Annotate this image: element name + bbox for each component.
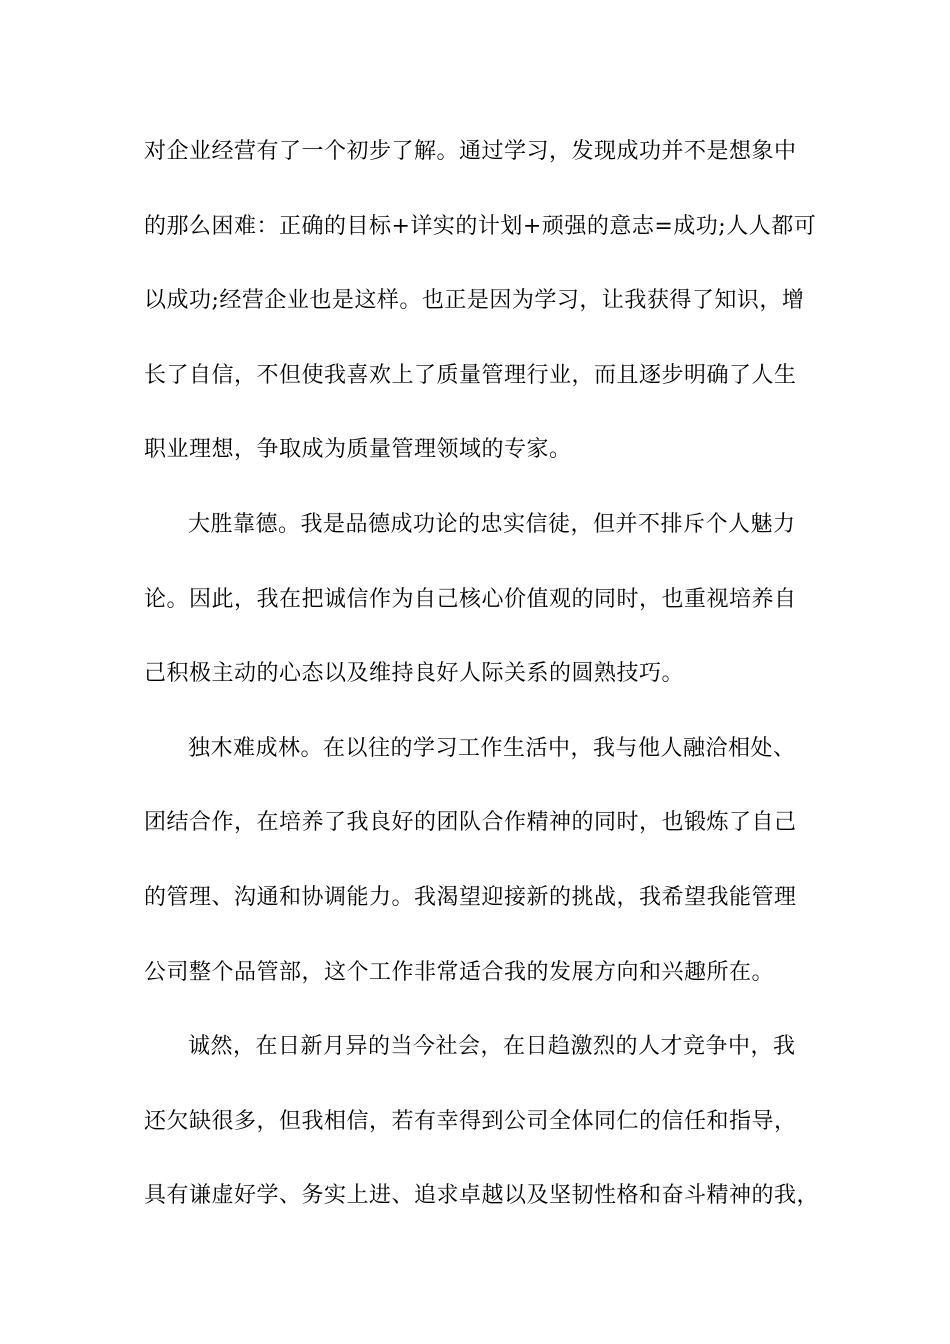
text-line: 以成功;经营企业也是这样。也正是因为学习，让我获得了知识，增 <box>144 288 805 313</box>
text-line: 论。因此，我在把诚信作为自己核心价值观的同时，也重视培养自 <box>144 587 797 612</box>
text-line: 长了自信，不但使我喜欢上了质量管理行业，而且逐步明确了人生 <box>144 363 797 388</box>
text-line: 的管理、沟通和协调能力。我渴望迎接新的挑战，我希望我能管理 <box>144 885 797 910</box>
paragraph-first-line: 诚然，在日新月异的当今社会，在日趋激烈的人才竞争中，我 <box>188 1034 796 1059</box>
text-line: 公司整个品管部，这个工作非常适合我的发展方向和兴趣所在。 <box>144 960 775 985</box>
text-line: 团结合作，在培养了我良好的团队合作精神的同时，也锻炼了自己 <box>144 810 797 835</box>
text-line: 职业理想，争取成为质量管理领域的专家。 <box>144 437 572 462</box>
text-line: 己积极主动的心态以及维持良好人际关系的圆熟技巧。 <box>144 661 685 686</box>
text-line: 还欠缺很多，但我相信，若有幸得到公司全体同仁的信任和指导， <box>144 1109 797 1134</box>
paragraph-first-line: 大胜靠德。我是品德成功论的忠实信徒，但并不排斥个人魅力 <box>188 512 796 537</box>
text-line: 对企业经营有了一个初步了解。通过学习，发现成功并不是想象中 <box>144 139 797 164</box>
paragraph-first-line: 独木难成林。在以往的学习工作生活中，我与他人融洽相处、 <box>188 736 796 761</box>
text-line: 的那么困难：正确的目标+详实的计划+顽强的意志=成功;人人都可 <box>144 214 817 239</box>
text-line: 具有谦虚好学、务实上进、追求卓越以及坚韧性格和奋斗精神的我， <box>144 1183 820 1208</box>
